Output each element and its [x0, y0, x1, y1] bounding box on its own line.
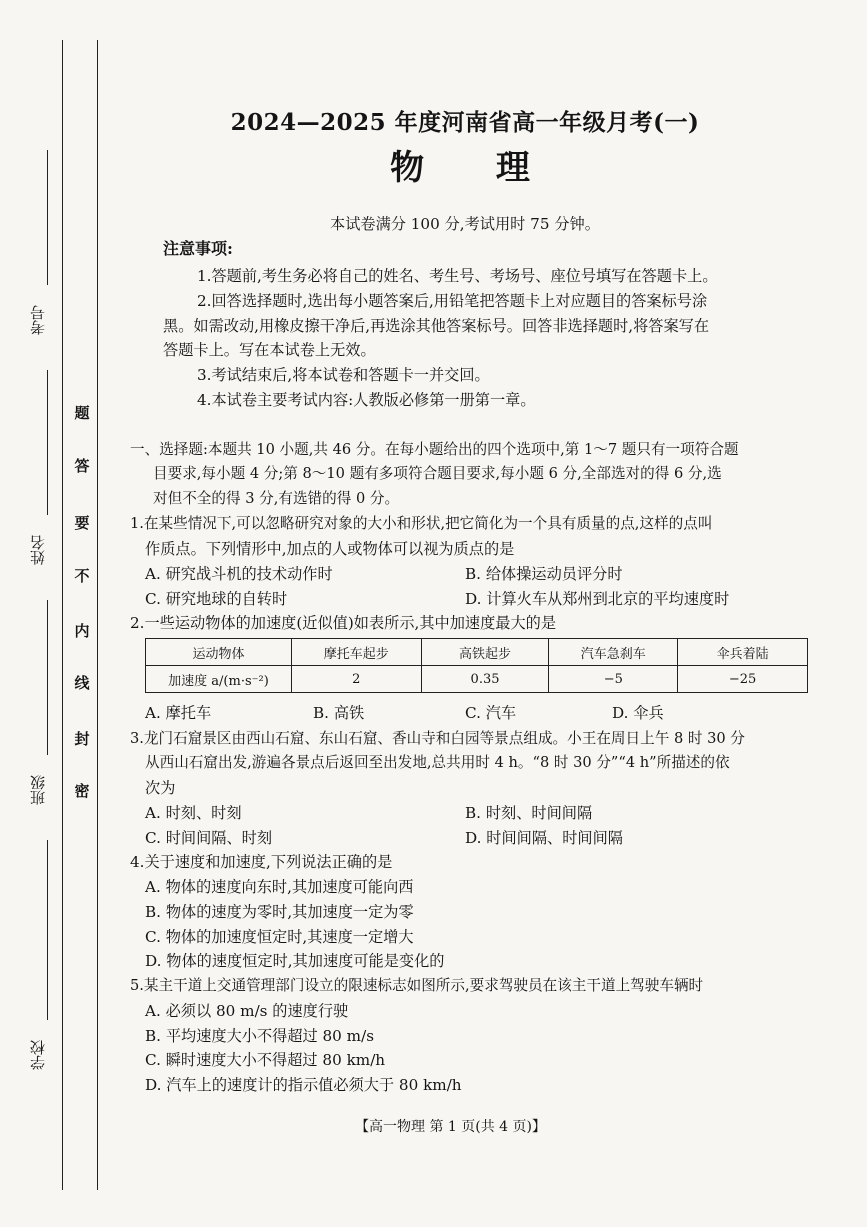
notice-line: 3.考试结束后,将本试卷和答题卡一并交回。	[197, 366, 490, 384]
notice-line: 答题卡上。写在本试卷上无效。	[163, 341, 376, 359]
subject-title: 物 理	[390, 148, 530, 188]
section-instruction: 目要求,每小题 4 分;第 8～10 题有多项符合题目要求,每小题 6 分,全部选对的得 6 分,选	[153, 465, 722, 482]
q1-option-b[interactable]: B. 给体操运动员评分时	[465, 565, 623, 583]
name-label: 姓名	[29, 535, 47, 565]
table-cell: −25	[678, 666, 808, 693]
q3-option-c[interactable]: C. 时间间隔、时刻	[145, 829, 273, 847]
q5-stem: 5.某主干道上交通管理部门设立的限速标志如图所示,要求驾驶员在该主干道上驾驶车辆时	[130, 977, 704, 994]
seal-char: 要	[74, 514, 90, 532]
name-blank[interactable]	[47, 370, 48, 515]
q2-stem: 2.一些运动物体的加速度(近似值)如表所示,其中加速度最大的是	[130, 614, 557, 632]
q2-option-c[interactable]: C. 汽车	[465, 704, 517, 722]
notice-heading: 注意事项:	[163, 239, 233, 258]
q3-stem: 次为	[145, 779, 176, 797]
seal-char: 线	[74, 674, 90, 692]
table-cell: 加速度 a/(m·s⁻²)	[146, 666, 292, 693]
table-header-cell: 伞兵着陆	[678, 639, 808, 666]
exam-number-label: 考号	[29, 305, 47, 335]
q1-option-a[interactable]: A. 研究战斗机的技术动作时	[145, 565, 333, 583]
q5-option-c[interactable]: C. 瞬时速度大小不得超过 80 km/h	[145, 1051, 386, 1069]
q5-option-b[interactable]: B. 平均速度大小不得超过 80 m/s	[145, 1027, 374, 1045]
table-header-cell: 汽车急刹车	[549, 639, 678, 666]
table-row	[146, 666, 808, 693]
q2-option-b[interactable]: B. 高铁	[313, 704, 365, 722]
exam-title: 2024—2025 年度河南省高一年级月考(一)	[230, 109, 700, 136]
binding-line-outer	[62, 40, 63, 1190]
acceleration-table	[145, 638, 808, 693]
notice-line: 1.答题前,考生务必将自己的姓名、考生号、考场号、座位号填写在答题卡上。	[197, 267, 718, 285]
school-label: 学校	[29, 1040, 47, 1070]
notice-line: 4.本试卷主要考试内容:人教版必修第一册第一章。	[197, 391, 536, 409]
q5-option-d[interactable]: D. 汽车上的速度计的指示值必须大于 80 km/h	[145, 1076, 462, 1094]
table-header-row	[146, 639, 808, 666]
table-header-cell: 高铁起步	[421, 639, 549, 666]
q1-option-d[interactable]: D. 计算火车从郑州到北京的平均速度时	[465, 590, 730, 608]
q2-option-d[interactable]: D. 伞兵	[612, 704, 664, 722]
seal-char: 密	[74, 782, 90, 800]
q1-stem: 1.在某些情况下,可以忽略研究对象的大小和形状,把它简化为一个具有质量的点,这样的点叫	[130, 515, 713, 532]
class-blank[interactable]	[47, 600, 48, 755]
table-cell: −5	[549, 666, 678, 693]
q4-option-b[interactable]: B. 物体的速度为零时,其加速度一定为零	[145, 903, 414, 921]
table-header-cell: 运动物体	[146, 639, 292, 666]
exam-number-blank[interactable]	[47, 150, 48, 285]
seal-char: 封	[74, 730, 90, 748]
table-header-cell: 摩托车起步	[291, 639, 421, 666]
page-footer: 【高一物理 第 1 页(共 4 页)】	[355, 1119, 546, 1135]
q2-option-a[interactable]: A. 摩托车	[145, 704, 212, 722]
seal-char: 不	[74, 567, 90, 585]
q1-option-c[interactable]: C. 研究地球的自转时	[145, 590, 288, 608]
table-cell: 0.35	[421, 666, 549, 693]
table-cell: 2	[291, 666, 421, 693]
q4-option-d[interactable]: D. 物体的速度恒定时,其加速度可能是变化的	[145, 952, 445, 970]
q3-option-d[interactable]: D. 时间间隔、时间间隔	[465, 829, 623, 847]
q3-option-b[interactable]: B. 时刻、时间间隔	[465, 804, 593, 822]
binding-margin	[0, 0, 100, 1227]
seal-char: 题	[74, 404, 90, 422]
binding-line-inner	[97, 40, 98, 1190]
notice-line: 黑。如需改动,用橡皮擦干净后,再选涂其他答案标号。回答非选择题时,将答案写在	[163, 317, 710, 335]
q4-option-a[interactable]: A. 物体的速度向东时,其加速度可能向西	[145, 878, 414, 896]
section-instruction: 对但不全的得 3 分,有选错的得 0 分。	[153, 490, 400, 507]
class-label: 班级	[29, 775, 47, 805]
q3-stem: 3.龙门石窟景区由西山石窟、东山石窟、香山寺和白园等景点组成。小王在周日上午 8 时 30 分	[130, 730, 745, 747]
section-heading: 一、选择题:本题共 10 小题,共 46 分。在每小题给出的四个选项中,第 1～7 题只有一项符合题	[130, 441, 739, 458]
notice-line: 2.回答选择题时,选出每小题答案后,用铅笔把答题卡上对应题目的答案标号涂	[197, 292, 708, 310]
q1-stem: 作质点。下列情形中,加点的人或物体可以视为质点的是	[145, 540, 515, 558]
q4-stem: 4.关于速度和加速度,下列说法正确的是	[130, 853, 393, 871]
q5-option-a[interactable]: A. 必须以 80 m/s 的速度行驶	[145, 1002, 349, 1020]
seal-char: 答	[74, 457, 90, 475]
q4-option-c[interactable]: C. 物体的加速度恒定时,其速度一定增大	[145, 928, 414, 946]
school-blank[interactable]	[47, 840, 48, 1020]
q3-stem: 从西山石窟出发,游遍各景点后返回至出发地,总共用时 4 h。“8 时 30 分”“4 h”所描述的依	[145, 754, 730, 771]
exam-info: 本试卷满分 100 分,考试用时 75 分钟。	[330, 215, 600, 233]
q3-option-a[interactable]: A. 时刻、时刻	[145, 804, 242, 822]
seal-char: 内	[74, 622, 90, 640]
